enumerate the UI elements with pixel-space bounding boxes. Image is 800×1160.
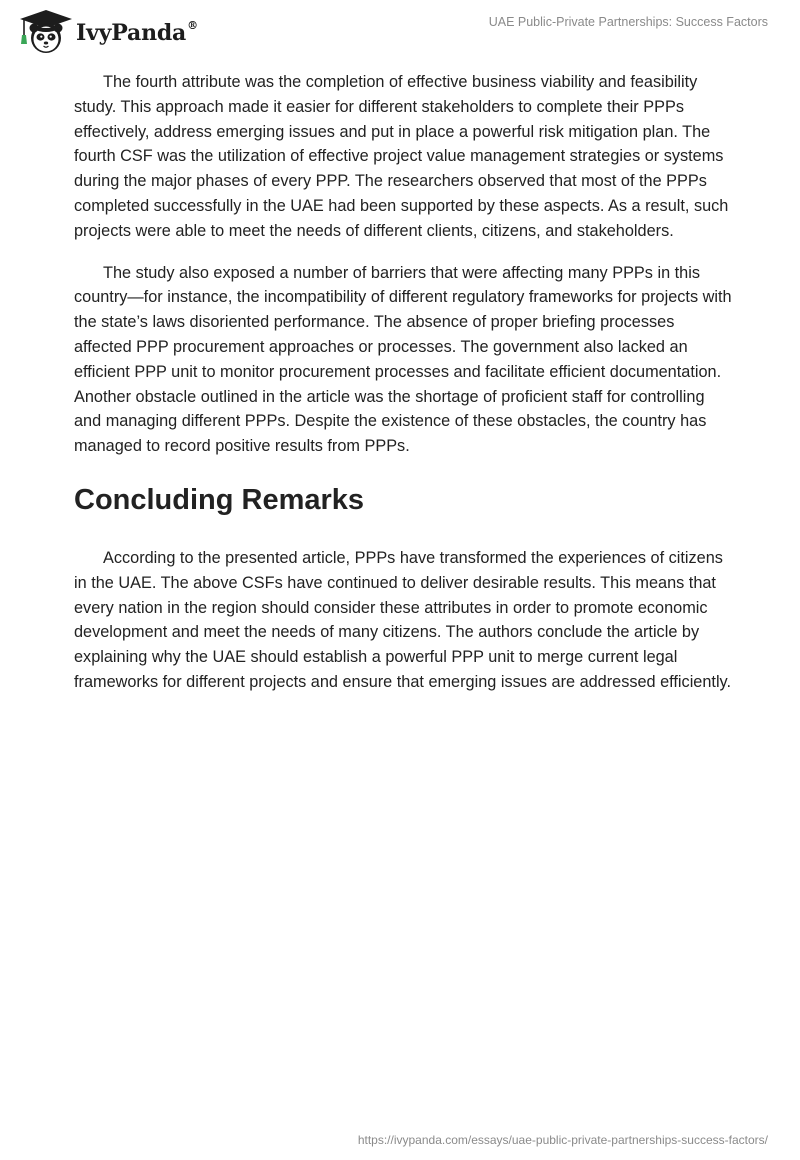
brand-name: [76, 20, 198, 46]
footer-source-url[interactable]: https://ivypanda.com/essays/uae-public-private-partnerships-success-factors/: [357, 1133, 768, 1147]
brand-logo[interactable]: [14, 8, 198, 56]
paragraph-barriers: The study also exposed a number of barriers that were affecting many PPPs in this country—for instance, the incompatibility of different regulatory frameworks for projects with the state’s laws disoriented performance. The absence of proper briefing processes affected PPP procurement approaches or processes. The government also lacked an efficient PPP unit to monitor procurement processes and facilitate efficient documentation. Another obstacle outlined in the article was the shortage of proficient staff for controlling and managing different PPPs. Despite the existence of these obstacles, the country has managed to record positive results from PPPs.: [74, 263, 732, 456]
section-heading-concluding-remarks: Concluding Remarks: [74, 483, 365, 516]
article-body: [74, 70, 734, 695]
panda-graduation-cap-logo-icon: [14, 8, 74, 56]
paragraph-fourth-attribute: The fourth attribute was the completion of effective business viability and feasibility study. This approach made it easier for different stakeholders to complete their PPPs effectively, address emerging issues and put in place a powerful risk mitigation plan. The fourth CSF was the utilization of effective project value management strategies or systems during the major phases of every PPP. The researchers observed that most of the PPPs completed successfully in the UAE had been supported by these aspects. As a result, such projects were able to meet the needs of different clients, citizens, and stakeholders.: [74, 73, 729, 240]
paragraph-conclusion: According to the presented article, PPPs have transformed the experiences of citizens in the UAE. The above CSFs have continued to deliver desirable results. This means that every nation in the region should consider these attributes in order to promote economic development and meet the needs of many citizens. The authors conclude the article by explaining why the UAE should establish a powerful PPP unit to merge current legal frameworks for different projects and ensure that emerging issues are addressed efficiently.: [74, 548, 732, 691]
registered-mark: ®: [187, 18, 198, 32]
page-header: [0, 0, 800, 60]
brand-name-text: IvyPanda: [76, 20, 187, 46]
running-title: UAE Public-Private Partnerships: Success Factors: [488, 15, 768, 29]
